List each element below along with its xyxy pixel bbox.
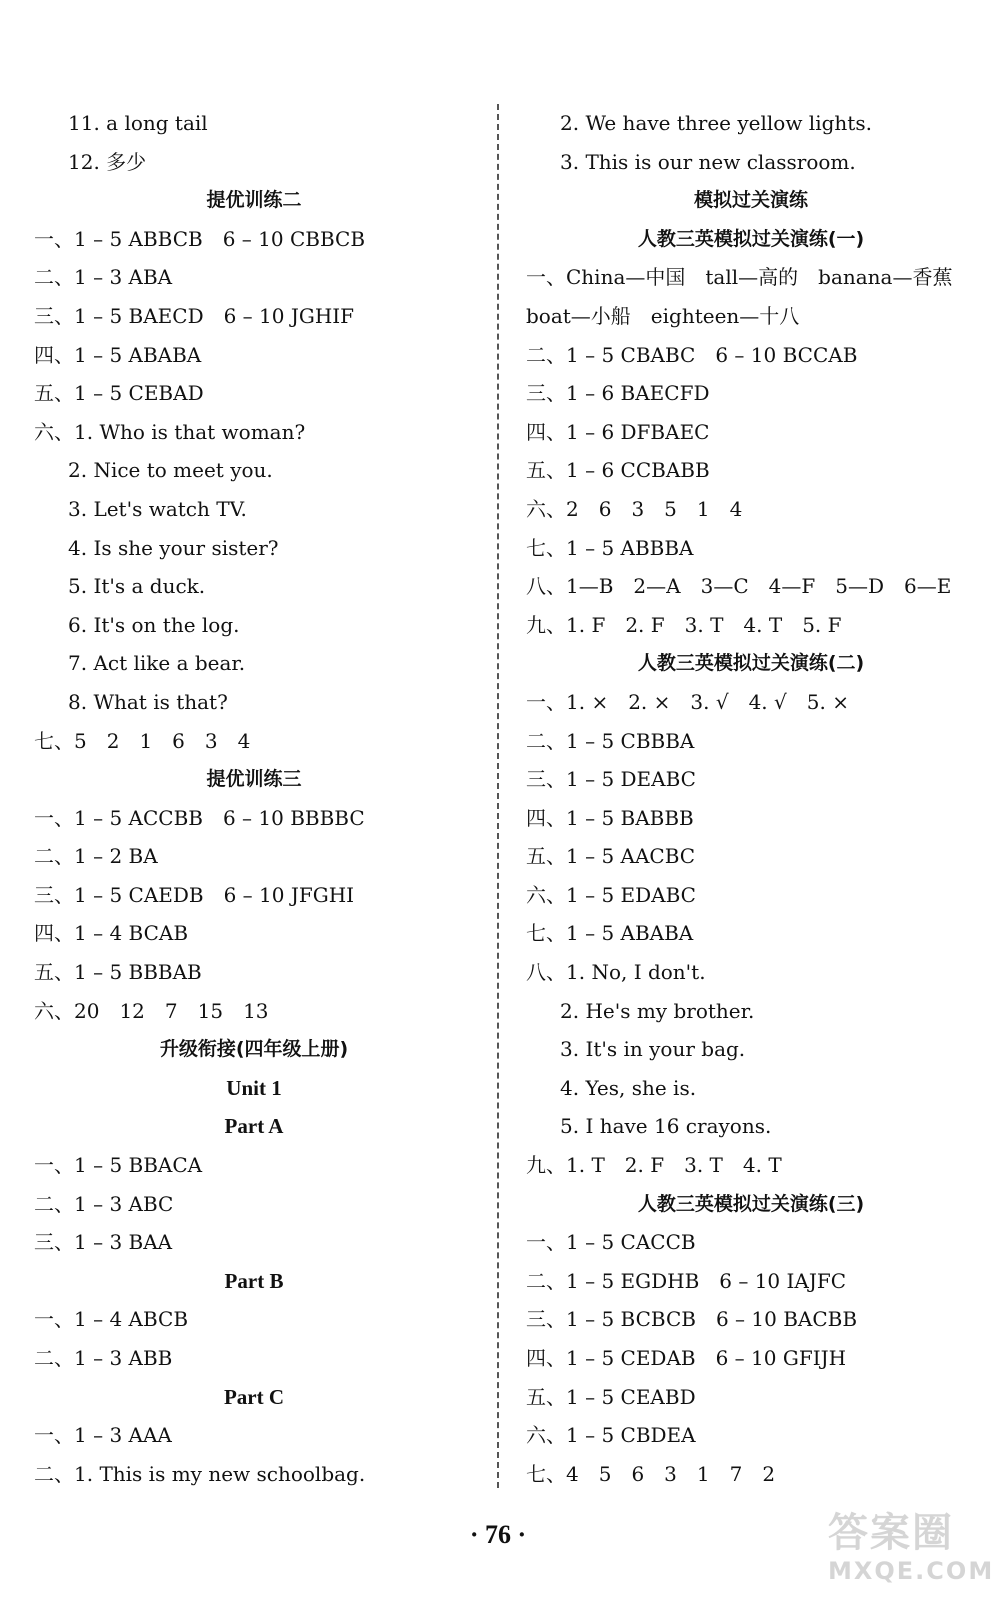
answer-line: 二、1 – 2 BA [34, 844, 158, 869]
answer-line: 一、1 – 5 BBACA [34, 1153, 203, 1178]
answer-line: 7. Act like a bear. [68, 651, 246, 676]
answer-line: 6. It's on the log. [68, 612, 240, 637]
page-number: · 76 · [469, 1520, 527, 1549]
answer-line: 六、1. Who is that woman? [34, 419, 306, 444]
section-heading: 人教三英模拟过关演练(二) [637, 652, 865, 675]
answer-line: 七、4 5 6 3 1 7 2 [526, 1461, 776, 1486]
watermark-top-text: 答案圈 [828, 1510, 954, 1556]
answer-line: 一、China—中国 tall—高的 banana—香蕉 [526, 265, 953, 290]
answer-line: boat—小船 eighteen—十八 [526, 303, 800, 328]
answer-line: 11. a long tail [68, 111, 208, 135]
answer-line: 三、1 – 6 BAECFD [526, 381, 710, 406]
answer-line: 4. Is she your sister? [68, 535, 279, 560]
answer-line: 八、1. No, I don't. [526, 960, 706, 985]
subsection-heading: Unit 1 [226, 1075, 282, 1100]
answer-line: 一、1 – 5 CACCB [526, 1230, 696, 1255]
answer-line: 五、1 – 6 CCBABB [526, 458, 710, 483]
subsection-heading: Part C [223, 1384, 285, 1409]
answer-line: 三、1 – 3 BAA [34, 1230, 173, 1255]
watermark-bottom-text: MXQE.COM [828, 1557, 995, 1585]
answer-line: 九、1. T 2. F 3. T 4. T [526, 1153, 782, 1178]
answer-line: 一、1 – 4 ABCB [34, 1307, 189, 1332]
answer-line: 六、1 – 5 EDABC [526, 882, 696, 907]
answer-line: 二、1 – 5 CBBBA [526, 728, 695, 753]
answer-line: 2. He's my brother. [560, 998, 755, 1023]
answer-line: 3. This is our new classroom. [560, 149, 856, 174]
answer-line: 二、1 – 3 ABB [34, 1346, 173, 1370]
answer-line: 七、1 – 5 ABBBA [526, 535, 694, 560]
section-heading: 人教三英模拟过关演练(一) [637, 227, 865, 250]
answer-line: 八、1—B 2—A 3—C 4—F 5—D 6—E [526, 574, 952, 599]
answer-line: 四、1 – 6 DFBAEC [526, 419, 710, 444]
answer-line: 8. What is that? [68, 689, 228, 714]
answer-line: 五、1 – 5 AACBC [526, 844, 696, 869]
answer-line: 三、1 – 5 DEABC [526, 767, 696, 792]
answer-line: 六、1 – 5 CBDEA [526, 1423, 696, 1448]
answer-line: 三、1 – 5 BAECD 6 – 10 JGHIF [34, 303, 355, 328]
answer-line: 四、1 – 5 CEDAB 6 – 10 GFIJH [526, 1346, 847, 1370]
answer-line: 四、1 – 4 BCAB [34, 921, 189, 946]
answer-line: 六、20 12 7 15 13 [34, 998, 269, 1023]
answer-line: 4. Yes, she is. [560, 1075, 697, 1100]
answer-line: 二、1 – 5 EGDHB 6 – 10 IAJFC [526, 1268, 847, 1293]
answer-line: 二、1 – 5 CBABC 6 – 10 BCCAB [526, 342, 858, 367]
answer-line: 一、1. × 2. × 3. √ 4. √ 5. × [526, 689, 849, 714]
answer-line: 四、1 – 5 BABBB [526, 805, 694, 830]
section-heading: 模拟过关演练 [693, 189, 808, 212]
answer-line: 一、1 – 5 ABBCB 6 – 10 CBBCB [34, 226, 366, 251]
watermark-logo [828, 1510, 995, 1594]
answer-line: 12. 多少 [68, 149, 147, 174]
answer-line: 五、1 – 5 CEABD [526, 1384, 696, 1409]
answer-line: 2. We have three yellow lights. [560, 111, 872, 135]
answer-line: 七、5 2 1 6 3 4 [34, 728, 251, 753]
answer-line: 二、1 – 3 ABC [34, 1191, 174, 1216]
answer-line: 三、1 – 5 BCBCB 6 – 10 BACBB [526, 1307, 858, 1332]
answer-line: 5. It's a duck. [68, 574, 206, 599]
answer-line: 二、1. This is my new schoolbag. [34, 1461, 366, 1486]
answer-line: 二、1 – 3 ABA [34, 265, 173, 290]
answer-line: 五、1 – 5 CEBAD [34, 381, 204, 406]
section-heading: 人教三英模拟过关演练(三) [637, 1192, 865, 1215]
answer-line: 5. I have 16 crayons. [560, 1114, 772, 1139]
answer-line: 六、2 6 3 5 1 4 [526, 496, 743, 521]
section-heading: 升级衔接(四年级上册) [159, 1038, 349, 1061]
answer-line: 3. It's in your bag. [560, 1037, 746, 1062]
answer-line: 三、1 – 5 CAEDB 6 – 10 JFGHI [34, 882, 355, 907]
answer-line: 七、1 – 5 ABABA [526, 921, 694, 946]
section-heading: 提优训练二 [206, 189, 302, 212]
answer-line: 2. Nice to meet you. [68, 458, 273, 483]
answer-line: 五、1 – 5 BBBAB [34, 960, 202, 985]
subsection-heading: Part A [224, 1114, 284, 1139]
subsection-heading: Part B [224, 1268, 284, 1293]
answer-line: 一、1 – 3 AAA [34, 1423, 172, 1448]
right-answer-column [526, 104, 976, 1493]
answer-line: 四、1 – 5 ABABA [34, 342, 202, 367]
answer-line: 九、1. F 2. F 3. T 4. T 5. F [526, 612, 842, 637]
section-heading: 提优训练三 [206, 768, 302, 791]
answer-line: 一、1 – 5 ACCBB 6 – 10 BBBBC [34, 805, 365, 830]
left-answer-column [34, 104, 474, 1493]
answer-line: 3. Let's watch TV. [68, 496, 247, 521]
column-divider [497, 104, 499, 1488]
